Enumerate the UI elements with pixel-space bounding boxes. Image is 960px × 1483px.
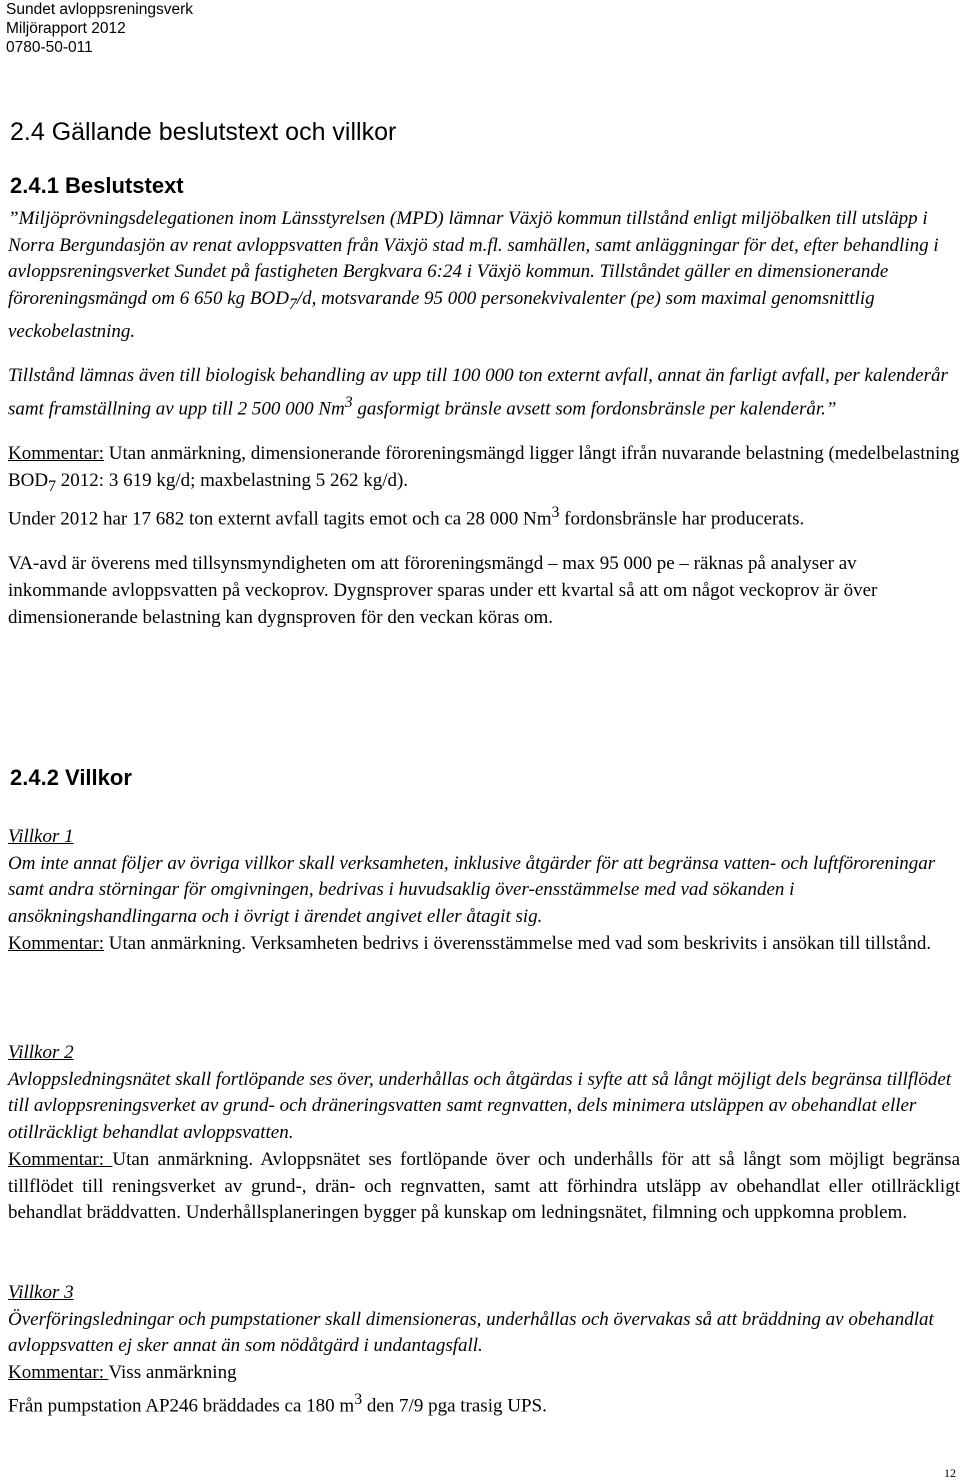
beslutstext-block xyxy=(8,206,960,631)
comment-paragraph xyxy=(8,441,960,500)
header-facility: Sundet avloppsreningsverk xyxy=(6,1,193,18)
villkor-2-comment xyxy=(8,1147,960,1227)
subsection-title-villkor: 2.4.2 Villkor xyxy=(10,765,132,790)
nm3-superscript: 3 xyxy=(551,504,560,522)
villkor-2-text: Avloppsledningsnätet skall fortlöpande ses över, underhållas och åtgärdas i syfte att så långt möjligt dels begränsa tillflödet till avloppsreningsverket av grund- och dräneringsvatten samt regnvatten, dels minimera utsläppen av obehandlat eller otillräckligt behandlat avloppsvatten. xyxy=(8,1068,952,1144)
comment-text-a: Utan anmärkning, dimensionerande föroreningsmängd ligger långt ifrån nuvarande belastning (medelbelastning BOD xyxy=(8,443,960,491)
overflow-text-a: Från pumpstation AP246 bräddades ca 180 m xyxy=(8,1395,355,1417)
comment-text-b: 2012: 3 619 kg/d; maxbelastning 5 262 kg/d). xyxy=(56,469,409,491)
decision-text-1b: /d, motsvarande 95 000 personekvivalenter (pe) som maximal genomsnittlig veckobelastning. xyxy=(8,288,875,342)
overflow-text-b: den 7/9 pga trasig UPS. xyxy=(362,1395,547,1417)
comment-label: Kommentar: xyxy=(8,443,105,465)
villkor-1-title: Villkor 1 xyxy=(8,826,74,847)
decision-text-1a: ”Miljöprövningsdelegationen inom Länsstyrelsen (MPD) lämnar Växjö kommun tillstånd enligt miljöbalken till utsläpp i Norra Bergundasjön av renat avloppsvatten från Växjö stad m.fl. samhällen, samt anläggningar för det, efter behandling i avloppsreningsverket Sundet på fastigheten Bergkvara 6:24 i Växjö kommun. Tillståndet gäller en dimensionerande föroreningsmängd om 6 650 kg BOD xyxy=(8,208,939,310)
villkor-3-title: Villkor 3 xyxy=(8,1282,74,1303)
page-number: 12 xyxy=(944,1466,956,1480)
comment-text: Utan anmärkning. Avloppsnätet ses fortlöpande över och underhålls för att så långt som möjligt begränsa tillflödet till reningsverket av grund-, drän- och regnvatten, samt att förhindra utsläpp av obehandlat eller otillräckligt behandlat bräddvatten. Underhållsplaneringen bygger på kunskap om ledningsnätet, filmning och uppkomna problem. xyxy=(8,1148,960,1224)
villkor-1-block xyxy=(8,824,960,958)
comment-label: Kommentar: xyxy=(8,1148,113,1170)
waste-text-a: Under 2012 har 17 682 ton externt avfall tagits emot och ca 28 000 Nm xyxy=(8,508,552,530)
va-paragraph: VA-avd är överens med tillsynsmyndigheten om att föroreningsmängd – max 95 000 pe – räknas på analyser av inkommande avloppsvatten på veckoprov. Dygnsprover sparas under ett kvartal så att om något veckoprov är över dimensionerande belastning kan dygnsproven för den veckan köras om. xyxy=(8,553,878,628)
villkor-1-comment xyxy=(8,931,960,958)
subsection-title-beslutstext: 2.4.1 Beslutstext xyxy=(10,173,184,198)
waste-paragraph xyxy=(8,500,960,533)
nm3-superscript: 3 xyxy=(344,394,353,412)
header-report: Miljörapport 2012 xyxy=(6,20,126,37)
document-header xyxy=(6,0,193,57)
decision-paragraph-1 xyxy=(8,206,960,345)
bod-subscript: 7 xyxy=(48,477,57,495)
comment-text: Viss anmärkning xyxy=(108,1362,237,1384)
comment-label: Kommentar: xyxy=(8,1362,109,1384)
waste-text-b: fordonsbränsle har producerats. xyxy=(559,508,805,530)
overflow-note xyxy=(8,1387,960,1420)
bod-subscript: 7 xyxy=(288,295,297,313)
comment-text: Utan anmärkning. Verksamheten bedrivs i överensstämmelse med vad som beskrivits i ansökan till tillstånd. xyxy=(104,932,932,954)
villkor-2-block xyxy=(8,1040,960,1227)
villkor-1-text: Om inte annat följer av övriga villkor skall verksamheten, inklusive åtgärder för att begränsa vatten- och luftföroreningar samt andra störningar för omgivningen, bedrivas i huvudsaklig över-ensstämmelse med vad sökanden i ansökningshandlingarna och i övrigt i ärendet angivet eller åtagit sig. xyxy=(8,852,936,928)
decision-text-2b: gasformigt bränsle avsett som fordonsbränsle per kalenderår.” xyxy=(352,398,837,420)
header-id: 0780-50-011 xyxy=(6,39,93,56)
villkor-3-text: Överföringsledningar och pumpstationer skall dimensioneras, underhållas och övervakas så att bräddning av obehandlat avloppsvatten ej sker annat än som nödåtgärd i undantagsfall. xyxy=(8,1308,934,1357)
comment-label: Kommentar: xyxy=(8,932,105,954)
section-title: 2.4 Gällande beslutstext och villkor xyxy=(10,118,397,146)
decision-text-2a: Tillstånd lämnas även till biologisk behandling av upp till 100 000 ton externt avfall, annat än farligt avfall, per kalenderår samt framställning av upp till 2 500 000 Nm xyxy=(8,365,948,420)
decision-paragraph-2 xyxy=(8,363,960,423)
villkor-3-comment xyxy=(8,1360,960,1387)
villkor-2-title: Villkor 2 xyxy=(8,1042,74,1063)
m3-superscript: 3 xyxy=(354,1390,363,1408)
villkor-3-block xyxy=(8,1280,960,1420)
